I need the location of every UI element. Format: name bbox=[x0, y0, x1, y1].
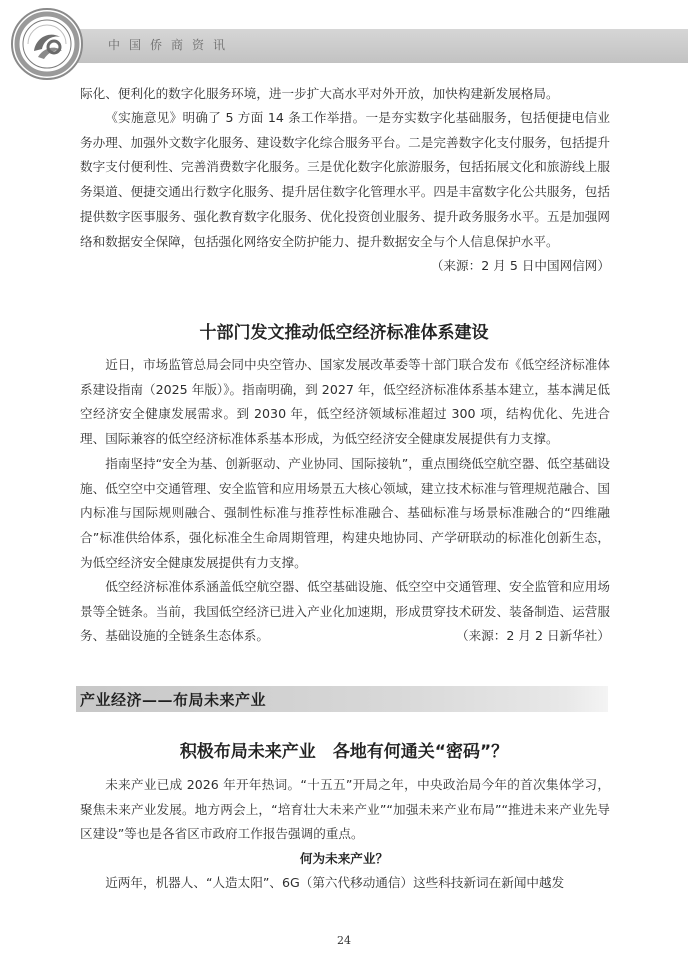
article2-source: （来源：2 月 2 日新华社） bbox=[456, 628, 610, 644]
article2-paragraph-3-text: 低空经济标准体系涵盖低空航空器、低空基础设施、低空空中交通管理、安全监管和应用场景等全链条。当前，我国低空经济已进入产业化加速期，形成贯穿技术研发、装备制造、运营服务、基础设施的全链条生态体系。 bbox=[80, 579, 610, 644]
article3-paragraph-1: 未来产业已成 2026 年开年热词。“十五五”开局之年，中央政治局今年的首次集体学习，聚焦未来产业发展。地方两会上，“培育壮大未来产业”“加强未来产业布局”“推进未来产业先导区建设”等也是各省区市政府工作报告强调的重点。 bbox=[80, 777, 610, 842]
article3-title: 积极布局未来产业 各地有何通关“密码”？ bbox=[179, 742, 509, 762]
article1-measures-text: 《实施意见》明确了 5 方面 14 条工作举措。一是夯实数字化基础服务，包括便捷电信业务办理、加强外文数字化服务、建设数字化综合服务平台。二是完善数字化支付服务，包括提升数字支付便利性、完善消费数字化服务。三是优化数字化旅游服务，包括拓展文化和旅游线上服务渠道、便捷交通出行数字化服务、提升居住数字化管理水平。四是丰富数字化公共服务，包括提供数字医事服务、强化教育数字化服务、优化投资创业服务、提升政务服务水平。五是加强网络和数据安全保障，包括强化网络安全防护能力、提升数据安全与个人信息保护水平。 bbox=[80, 110, 610, 249]
article1-source: （来源：2 月 5 日中国网信网） bbox=[430, 258, 610, 274]
page-number: 24 bbox=[337, 934, 351, 947]
article3-paragraph-2: 近两年，机器人、“人造太阳”、6G（第六代移动通信）这些科技新词在新闻中越发 bbox=[105, 875, 565, 890]
article3-subheading: 何为未来产业？ bbox=[299, 851, 389, 866]
article2-title: 十部门发文推动低空经济标准体系建设 bbox=[199, 323, 489, 343]
article1-paragraph-measures bbox=[80, 106, 610, 279]
article2-paragraph-3 bbox=[80, 575, 610, 649]
section-title: 产业经济——布局未来产业 bbox=[80, 691, 267, 709]
organization-logo-icon bbox=[10, 7, 84, 81]
article2-paragraph-1: 近日，市场监管总局会同中央空管办、国家发展改革委等十部门联合发布《低空经济标准体系建设指南（2025 年版）》。指南明确，到 2027 年，低空经济标准体系基本建立，基本满足低空经济安全健康发展需求。到 2030 年，低空经济领域标准超过 300 项，结构优化、先进合理、国际兼容的低空经济标准体系基本形成，为低空经济安全健康发展提供有力支撑。 bbox=[80, 357, 610, 447]
article2-paragraph-2: 指南坚持“安全为基、创新驱动、产业协同、国际接轨”，重点围绕低空航空器、低空基础设施、低空空中交通管理、安全监管和应用场景五大核心领域，建立技术标准与管理规范融合、国内标准与国际规则融合、强制性标准与推荐性标准融合、基础标准与场景标准融合的“四维融合”标准供给体系，强化标准全生命周期管理，构建央地协同、产学研联动的标准化创新生态，为低空经济安全健康发展提供有力支撑。 bbox=[80, 456, 610, 570]
header-title: 中国侨商资讯 bbox=[108, 38, 235, 52]
article1-paragraph-tail: 际化、便利化的数字化服务环境，进一步扩大高水平对外开放，加快构建新发展格局。 bbox=[80, 86, 559, 101]
